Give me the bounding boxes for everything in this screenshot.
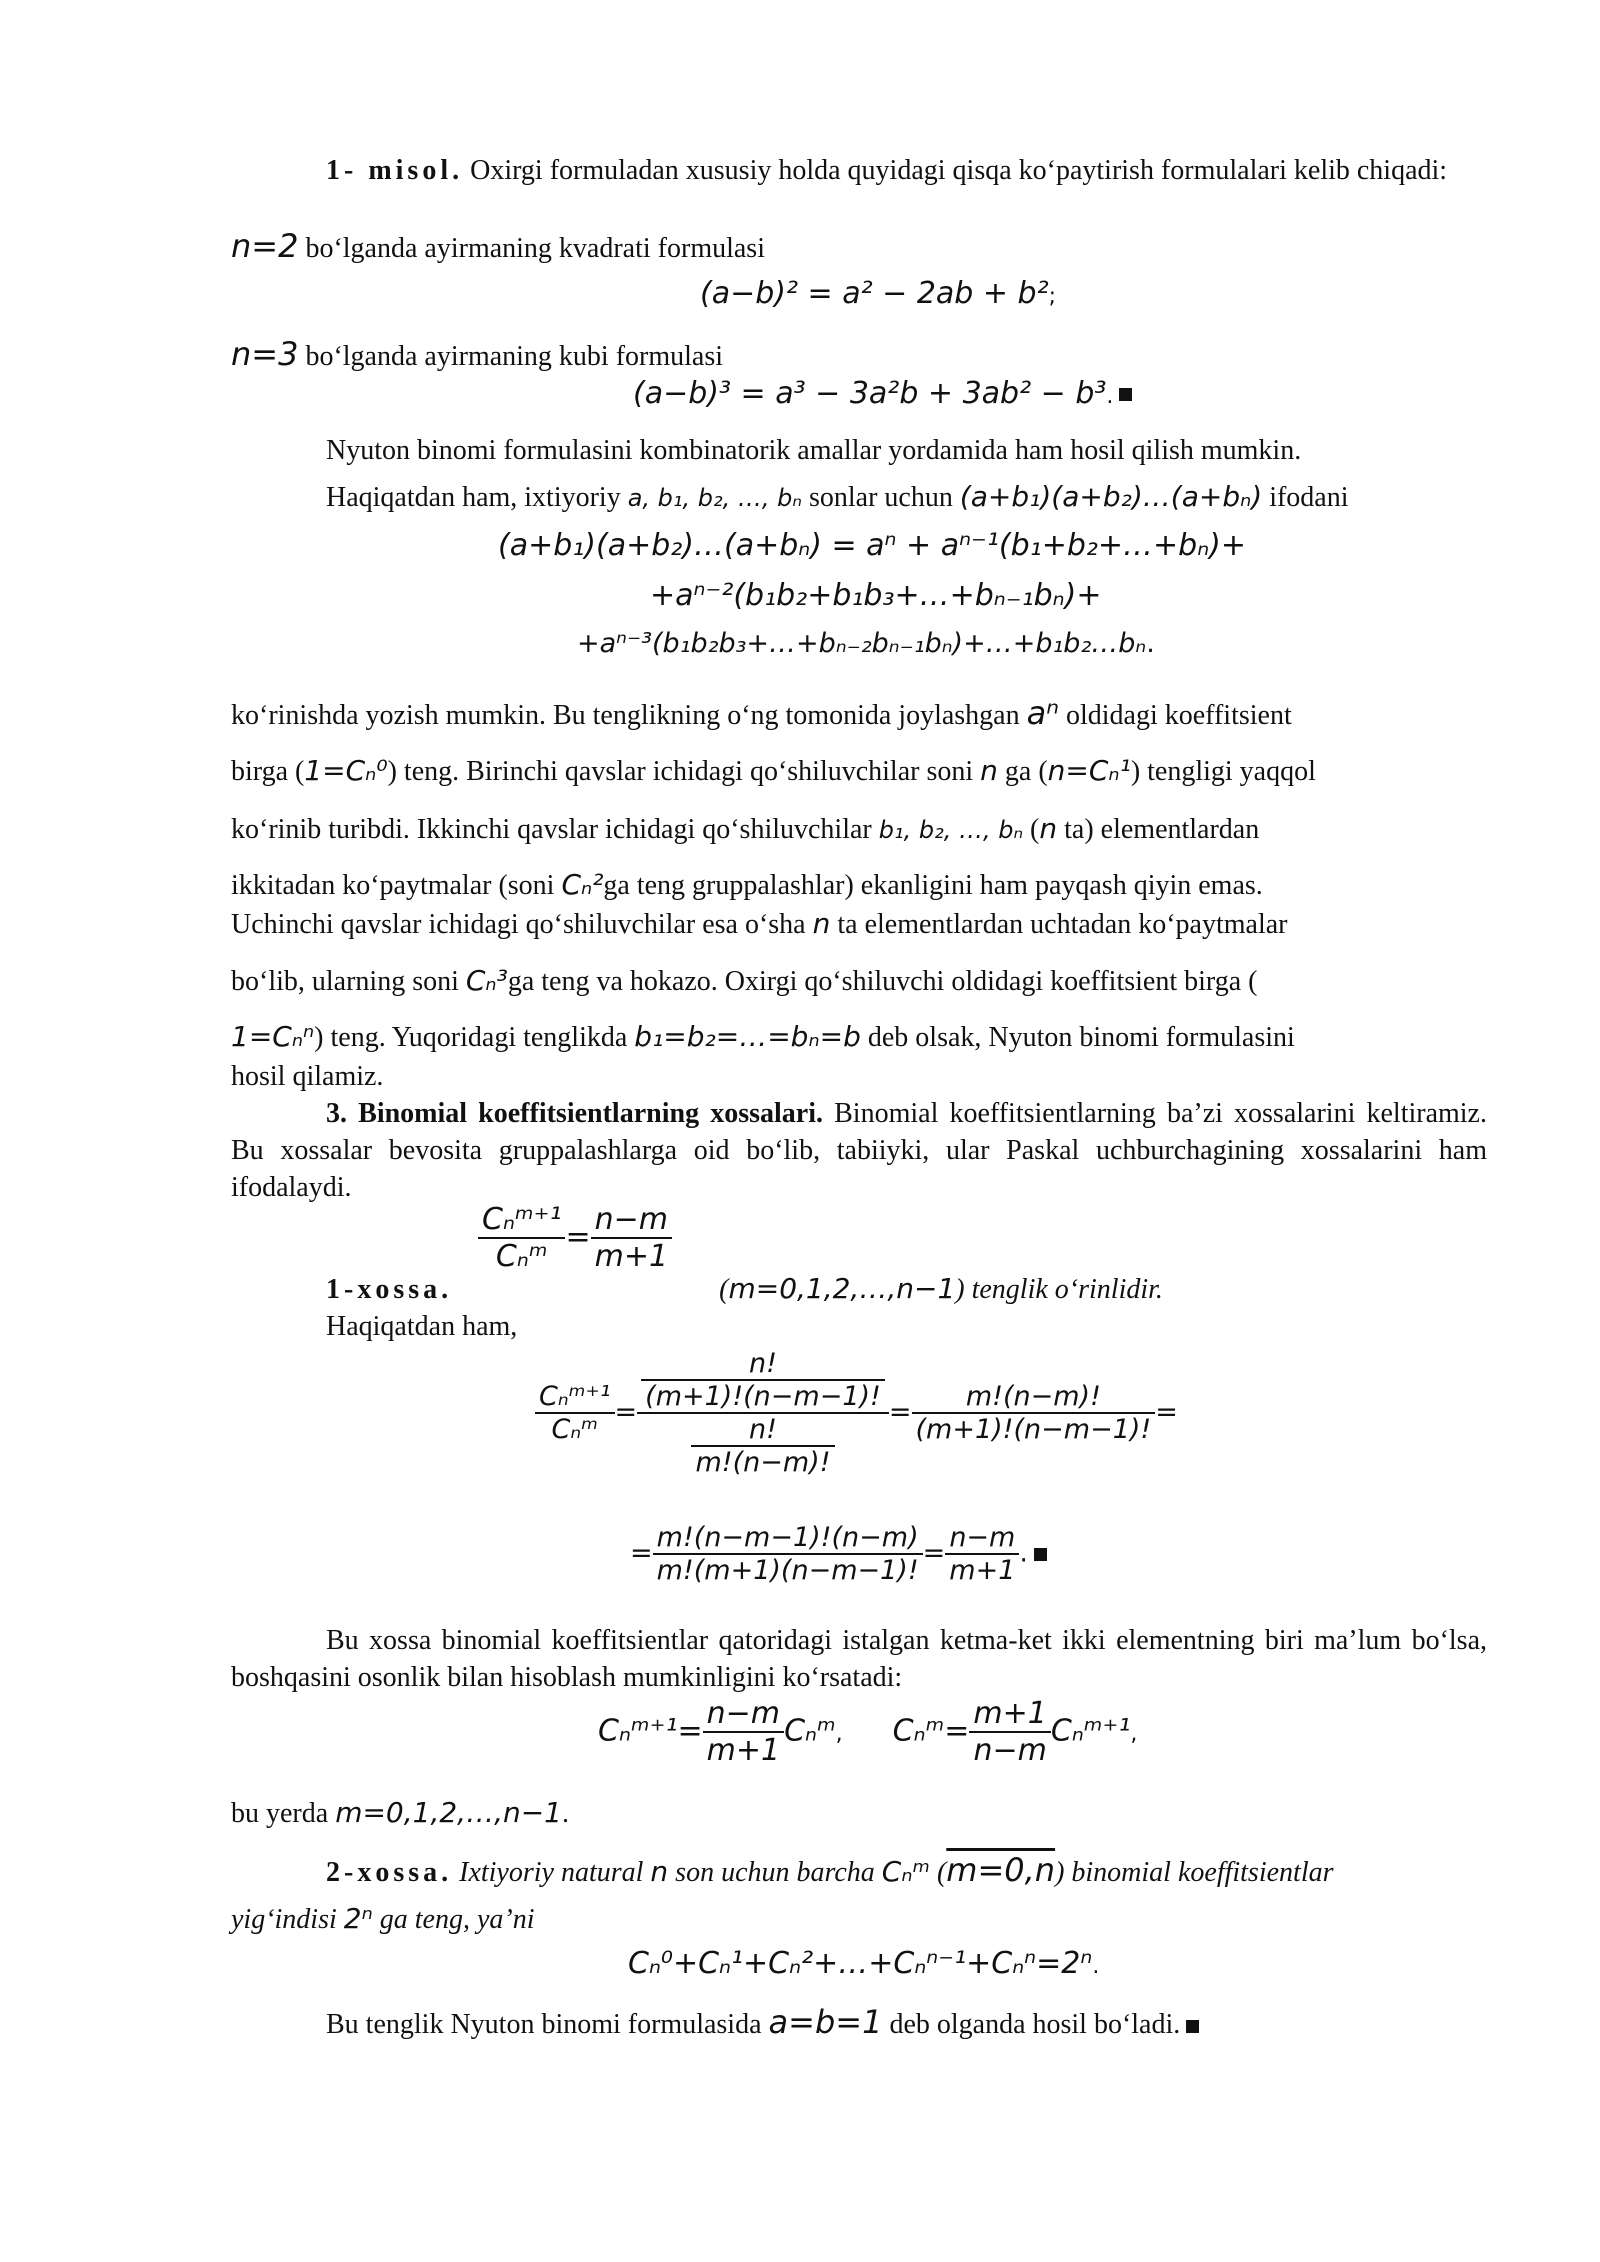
proof-row-1: $\frac{\text{Cₙᵐ⁺¹}}{\text{Cₙᵐ}}$ = $\frac{\frac{n!}{(m+1)!(n-m-1)!}}{\frac{n!}{m!(n-m)!}}$ = $\frac{m!(n-m)!}{(m+1)!(n-m-1)!}$ =	[535, 1348, 1178, 1478]
prop-1-explanation: Bu xossa binomial koeffitsientlar qatoridagi istalgan ketma-ket ikki elementning biri ma’lum bo‘lsa, boshqasini osonlik bilan hisoblash mumkinligini ko‘rsatadi:	[231, 1625, 1487, 1693]
section-3-paragraph: 3. Binomial koeffitsientlarning xossalari. Binomial koeffitsientlarning ba’zi xossalarini keltiramiz. Bu xossalar bevosita gruppalashlarga oid bo‘lib, tabiiyki, ular Paskal uchburchagining xossalarini ham ifodalaydi.	[231, 1098, 1487, 1203]
expl-line-8: hosil qilamiz.	[231, 1061, 384, 1092]
example-text: Oxirgi formuladan xususiy holda quyidagi qisqa ko‘paytirish formulalari kelib chiqadi:	[463, 155, 1448, 186]
expansion-row-2: +aⁿ⁻²(b₁b₂+b₁b₃+…+bₙ₋₁bₙ)+	[650, 578, 1102, 613]
cube-formula: (a−b)³ = a³ − 3a²b + 3ab² − b³.	[633, 376, 1132, 411]
final-line: Bu tenglik Nyuton binomi formulasida a=b=1 deb olganda hosil bo‘ladi.	[326, 2004, 1199, 2043]
proof-intro: Haqiqatdan ham,	[326, 1311, 518, 1342]
expl-line-2: birga (1=Cₙ⁰) teng. Birinchi qavslar ichidagi qo‘shiluvchilar soni n ga (n=Cₙ¹) tengligi yaqqol	[231, 754, 1316, 787]
prop-2-label: 2-xossa.	[326, 1857, 453, 1888]
example-label: 1- misol.	[326, 155, 464, 186]
n2-condition: n=2	[231, 227, 299, 265]
square-formula-body: (a−b)² = a² − 2ab + b²	[700, 276, 1049, 311]
square-formula: (a−b)² = a² − 2ab + b²;	[700, 276, 1057, 311]
cube-formula-body: (a−b)³ = a³ − 3a²b + 3ab² − b³	[633, 376, 1107, 411]
prop-1-label: 1-xossa.	[326, 1274, 453, 1305]
n3-text: bo‘lganda ayirmaning kubi formulasi	[298, 341, 724, 372]
example-1-paragraph	[231, 152, 1487, 189]
range-line: bu yerda m=0,1,2,…,n−1.	[231, 1796, 569, 1829]
expl-line-3: ko‘rinib turibdi. Ikkinchi qavslar ichidagi qo‘shiluvchilar b₁, b₂, …, bₙ (n ta) elementlardan	[231, 812, 1260, 845]
expl-line-7: 1=Cₙⁿ) teng. Yuqoridagi tenglikda b₁=b₂=…=bₙ=b deb olsak, Nyuton binomi formulasini	[231, 1020, 1295, 1053]
product-expression: (a+b₁)(a+b₂)…(a+bₙ)	[959, 480, 1263, 513]
recurrence-formulas: Cₙᵐ⁺¹= $\frac{n-m}{m+1}$ Cₙᵐ, Cₙᵐ= $\frac{m+1}{n-m}$ Cₙᵐ⁺¹,	[598, 1696, 1138, 1768]
section-heading: 3. Binomial koeffitsientlarning xossalari.	[326, 1098, 823, 1129]
expl-line-5: Uchinchi qavslar ichidagi qo‘shiluvchilar esa o‘sha n ta elementlardan uchtadan ko‘paytmalar	[231, 907, 1288, 940]
expl-line-1: ko‘rinishda yozish mumkin. Bu tenglikning o‘ng tomonida joylashgan aⁿ oldidagi koeffitsient	[231, 694, 1292, 732]
expansion-row-3: +aⁿ⁻³(b₁b₂b₃+…+bₙ₋₂bₙ₋₁bₙ)+…+b₁b₂…bₙ.	[577, 628, 1155, 659]
expl-line-6: bo‘lib, ularning soni Cₙ³ga teng va hokazo. Oxirgi qo‘shiluvchi oldidagi koeffitsient birga (	[231, 964, 1258, 997]
n2-text: bo‘lganda ayirmaning kvadrati formulasi	[298, 233, 765, 264]
n3-condition: n=3	[231, 335, 299, 373]
prop-1-line: 1-xossa. (m=0,1,2,…,n−1) tenglik o‘rinlidir.	[326, 1272, 1163, 1305]
prop-1-formula: $\frac{\text{Cₙᵐ⁺¹}}{\text{Cₙᵐ}}$ = $\frac{n-m}{m+1}$	[478, 1202, 672, 1274]
prop-2-line-1: 2-xossa. Ixtiyoriy natural n son uchun barcha Cₙᵐ (m=0,n) binomial koeffitsientlar	[326, 1851, 1334, 1889]
sum-formula: Cₙ⁰+Cₙ¹+Cₙ²+…+Cₙⁿ⁻¹+Cₙⁿ=2ⁿ.	[628, 1946, 1100, 1981]
n2-line	[231, 228, 765, 267]
prop-2-line-2: yig‘indisi 2ⁿ ga teng, ya’ni	[231, 1902, 535, 1935]
variables: a, b₁, b₂, …, bₙ	[627, 484, 802, 512]
prop-1-condition: m=0,1,2,…,n−1	[728, 1272, 956, 1305]
newton-intro-line-2: Haqiqatdan ham, ixtiyoriy a, b₁, b₂, …, bₙ sonlar uchun (a+b₁)(a+b₂)…(a+bₙ) ifodani	[326, 480, 1349, 513]
qed-mark	[1034, 1548, 1047, 1561]
proof-row-2: = $\frac{m!(n-m-1)!(n-m)}{m!(m+1)(n-m-1)!}$ = $\frac{n-m}{m+1}$ .	[630, 1522, 1047, 1586]
expl-line-4: ikkitadan ko‘paytmalar (soni Cₙ²ga teng gruppalashlar) ekanligini ham payqash qiyin emas.	[231, 868, 1263, 901]
qed-mark	[1119, 388, 1132, 401]
n3-line	[231, 336, 723, 375]
newton-intro-line: Nyuton binomi formulasini kombinatorik amallar yordamida ham hosil qilish mumkin.	[326, 435, 1302, 466]
expansion-row-1: (a+b₁)(a+b₂)…(a+bₙ) = aⁿ + aⁿ⁻¹(b₁+b₂+…+bₙ)+	[498, 528, 1247, 563]
qed-mark	[1186, 2020, 1199, 2033]
